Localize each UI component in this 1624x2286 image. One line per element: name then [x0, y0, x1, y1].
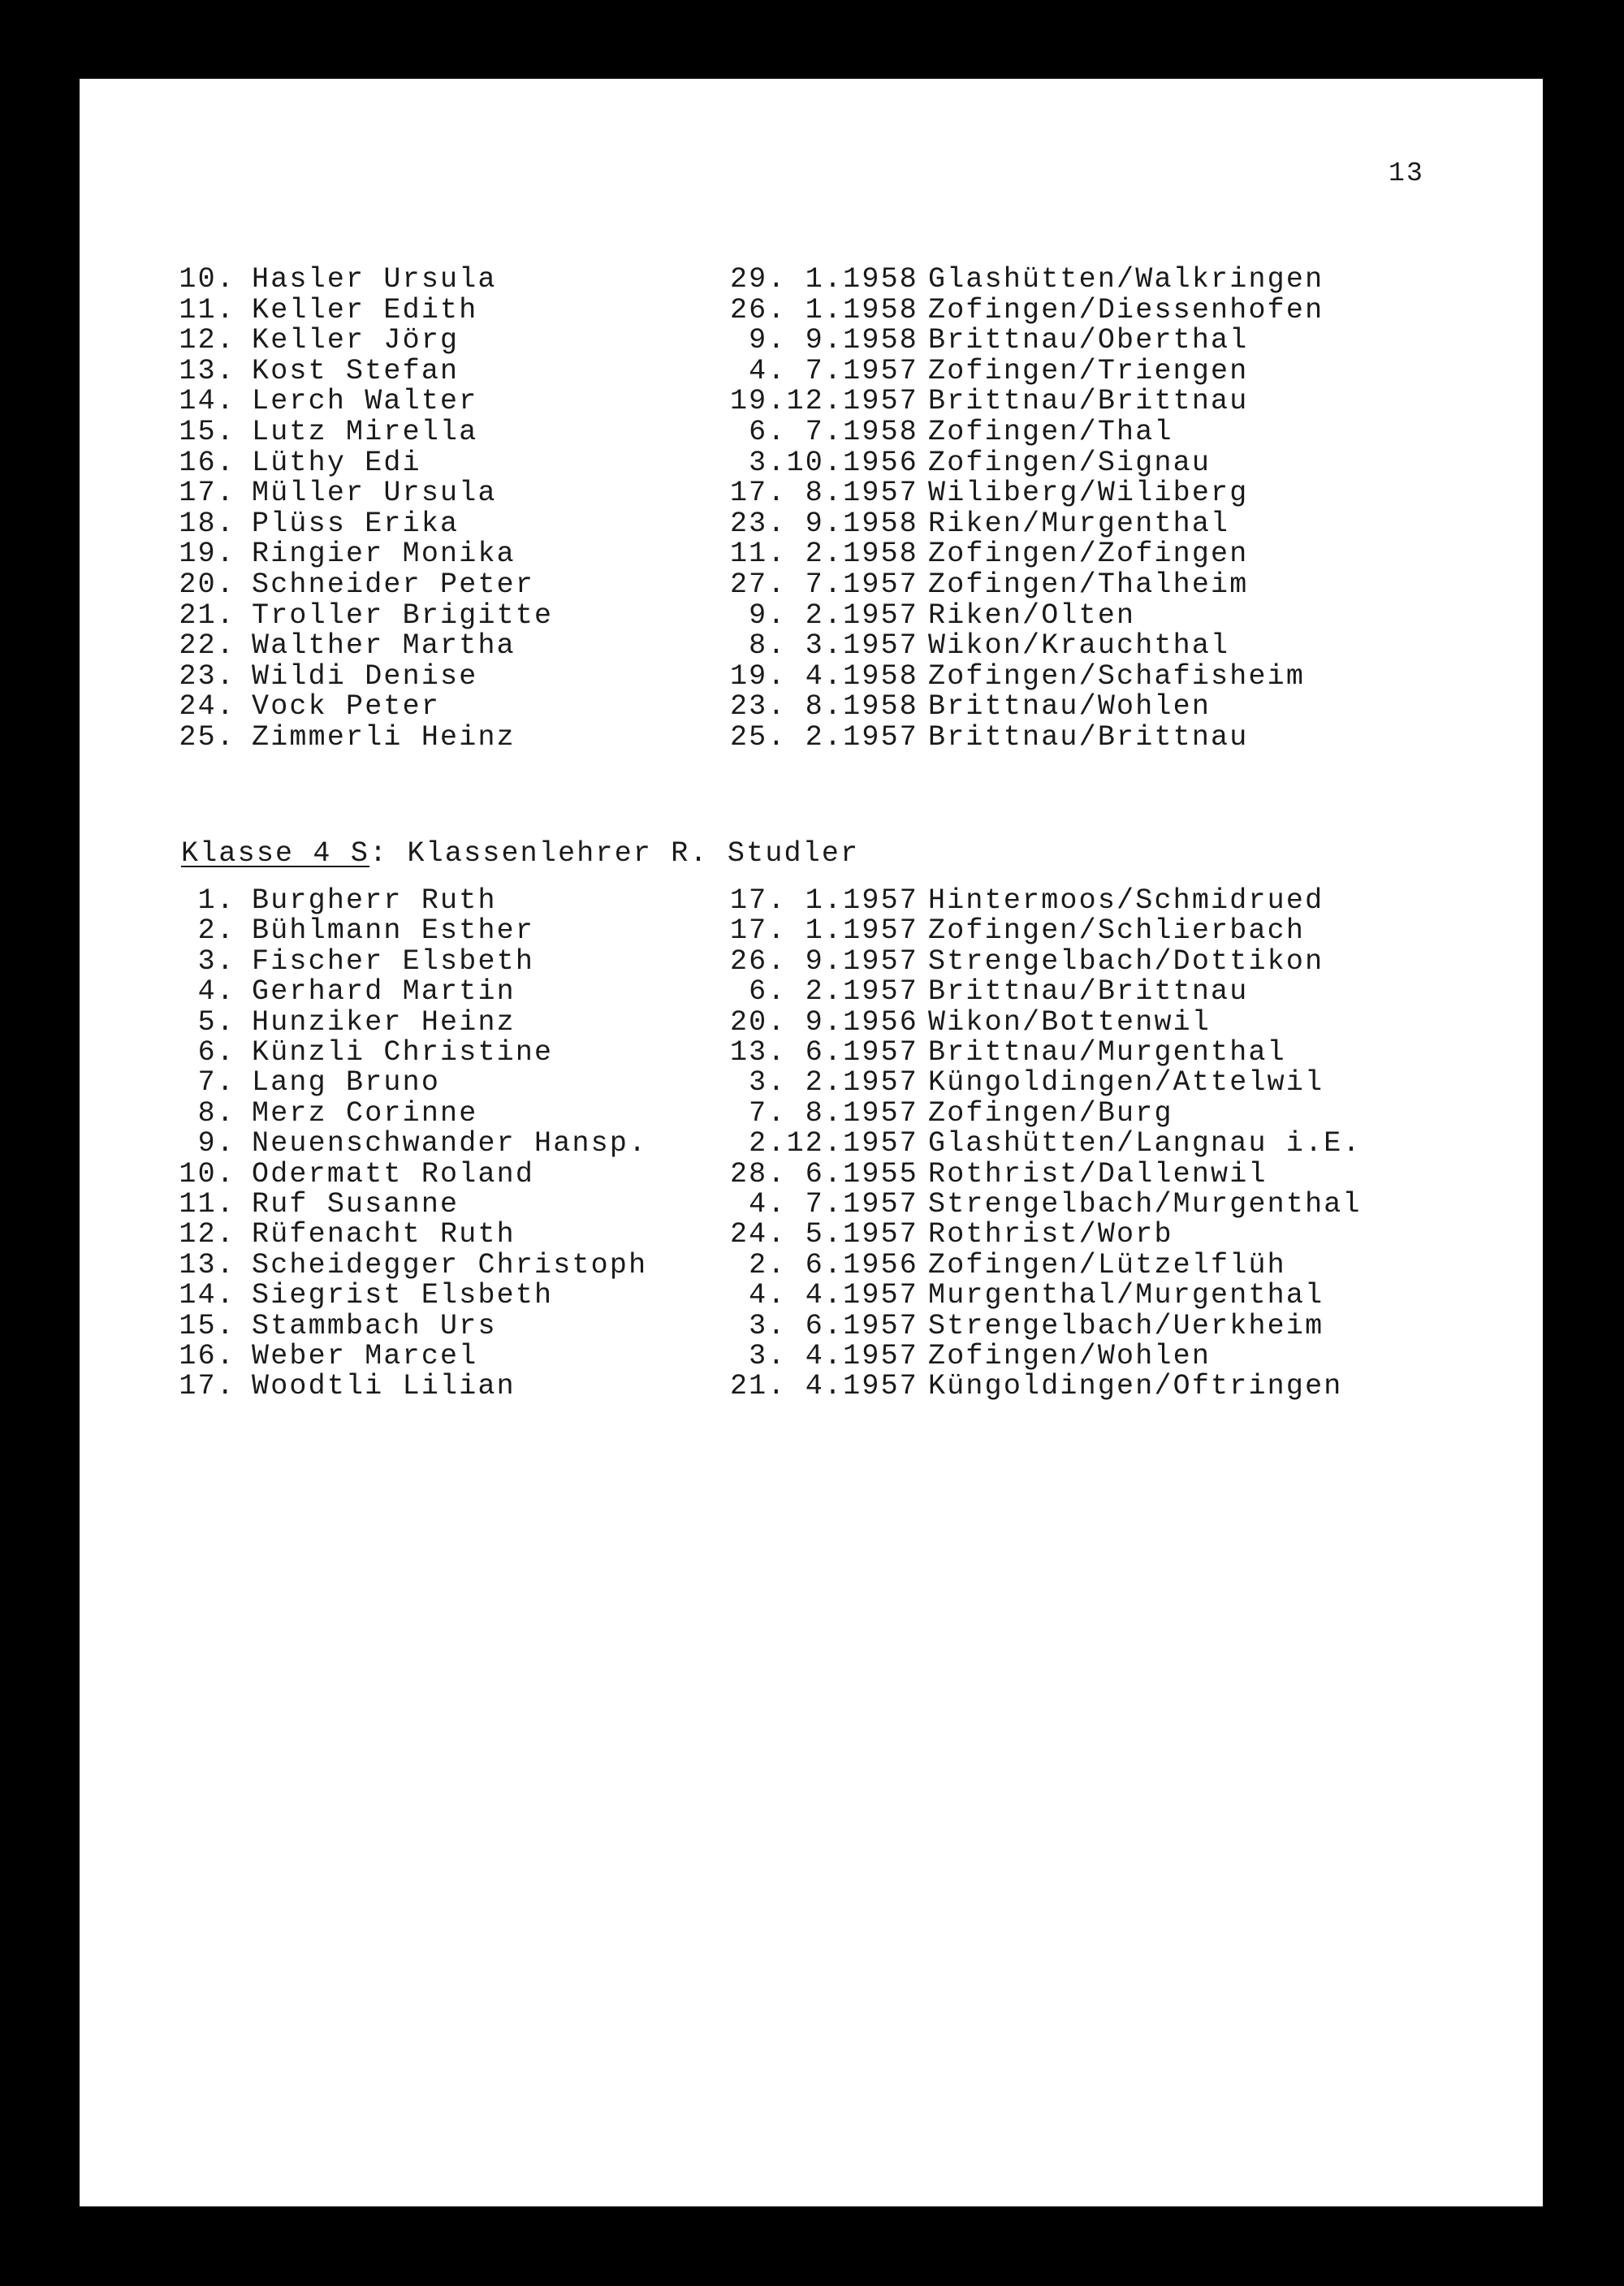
place-of-origin: Zofingen/Thal [928, 416, 1173, 448]
birth-date: 11. 2.1958 [729, 538, 918, 571]
place-of-origin: Zofingen/Zofingen [928, 538, 1249, 571]
student-name: Lutz Mirella [252, 416, 478, 448]
student-name: Hasler Ursula [252, 263, 497, 296]
place-of-origin: Hintermoos/Schmidrued [928, 884, 1324, 917]
place-of-origin: Brittnau/Wohlen [928, 690, 1212, 724]
place-of-origin: Küngoldingen/Oftringen [928, 1370, 1343, 1403]
entry-number: 9. [197, 1127, 235, 1160]
birth-date: 23. 8.1958 [729, 690, 918, 724]
list-row [80, 387, 1543, 417]
place-of-origin: Zofingen/Thalheim [928, 568, 1249, 601]
place-of-origin: Zofingen/Schlierbach [928, 914, 1306, 948]
student-name: Lüthy Edi [252, 446, 421, 479]
list-row [80, 1129, 1543, 1159]
place-of-origin: Brittnau/Brittnau [928, 721, 1249, 754]
entry-number: 22. [179, 629, 235, 663]
place-of-origin: Glashütten/Langnau i.E. [928, 1127, 1362, 1160]
birth-date: 8. 3.1957 [749, 629, 918, 663]
entry-number: 5. [197, 1005, 235, 1039]
place-of-origin: Wikon/Krauchthal [928, 629, 1230, 663]
student-name: Walther Martha [252, 629, 516, 663]
birth-date: 9. 2.1957 [749, 599, 918, 632]
entry-number: 16. [179, 1340, 235, 1372]
place-of-origin: Zofingen/Triengen [928, 354, 1249, 387]
list-row [80, 539, 1543, 569]
place-of-origin: Riken/Murgenthal [928, 507, 1230, 540]
entry-number: 14. [179, 385, 235, 418]
entry-number: 17. [179, 477, 235, 510]
entry-number: 10. [179, 1157, 235, 1191]
place-of-origin: Zofingen/Wohlen [928, 1340, 1212, 1372]
list-row [80, 293, 1543, 326]
entry-number: 23. [179, 659, 235, 693]
entry-number: 11. [179, 293, 235, 326]
entry-number: 1. [197, 884, 235, 917]
entry-number: 21. [179, 599, 235, 632]
list-row [80, 448, 1543, 478]
entry-number: 20. [179, 568, 235, 601]
entry-number: 17. [179, 1370, 235, 1403]
list-row [80, 478, 1543, 508]
list-row [80, 326, 1543, 356]
birth-date: 17. 8.1957 [729, 477, 918, 510]
birth-date: 4. 4.1957 [749, 1279, 918, 1312]
list-row [80, 944, 1543, 978]
student-name: Gerhard Martin [252, 975, 516, 1009]
list-row [80, 1372, 1543, 1402]
student-name: Bühlmann Esther [252, 914, 535, 948]
list-row [80, 1342, 1543, 1372]
entry-number: 19. [179, 538, 235, 571]
place-of-origin: Zofingen/Burg [928, 1096, 1173, 1130]
birth-date: 13. 6.1957 [729, 1036, 918, 1069]
entry-number: 13. [179, 1248, 235, 1281]
place-of-origin: Brittnau/Murgenthal [928, 1036, 1286, 1069]
place-of-origin: Rothrist/Dallenwil [928, 1157, 1268, 1191]
place-of-origin: Wikon/Bottenwil [928, 1005, 1212, 1039]
place-of-origin: Strengelbach/Uerkheim [928, 1309, 1324, 1342]
place-of-origin: Rothrist/Worb [928, 1218, 1173, 1251]
birth-date: 24. 5.1957 [729, 1218, 918, 1251]
student-name: Ringier Monika [252, 538, 516, 571]
student-name: Vock Peter [252, 690, 441, 724]
student-name: Lerch Walter [252, 385, 478, 418]
student-name: Merz Corinne [252, 1096, 478, 1130]
birth-date: 19. 4.1958 [729, 659, 918, 693]
birth-date: 19.12.1957 [729, 385, 918, 418]
birth-date: 27. 7.1957 [729, 568, 918, 601]
entry-number: 15. [179, 1309, 235, 1342]
place-of-origin: Küngoldingen/Attelwil [928, 1066, 1324, 1100]
entry-number: 24. [179, 690, 235, 724]
entry-number: 25. [179, 721, 235, 754]
student-name: Hunziker Heinz [252, 1005, 516, 1039]
entry-number: 12. [179, 1218, 235, 1251]
birth-date: 17. 1.1957 [729, 914, 918, 948]
student-name: Keller Jörg [252, 324, 460, 357]
student-name: Rüfenacht Ruth [252, 1218, 516, 1251]
birth-date: 3. 6.1957 [749, 1309, 918, 1342]
entry-number: 18. [179, 507, 235, 540]
list-row [80, 631, 1543, 661]
place-of-origin: Brittnau/Brittnau [928, 385, 1249, 418]
place-of-origin: Zofingen/Lützelflüh [928, 1248, 1286, 1281]
list-row [80, 509, 1543, 539]
entry-number: 14. [179, 1279, 235, 1312]
student-name: Weber Marcel [252, 1340, 478, 1372]
student-name: Lang Bruno [252, 1066, 441, 1100]
page-number: 13 [1389, 158, 1425, 188]
student-name: Woodtli Lilian [252, 1370, 516, 1403]
student-name: Kost Stefan [252, 354, 460, 387]
birth-date: 17. 1.1957 [729, 884, 918, 917]
place-of-origin: Glashütten/Walkringen [928, 263, 1324, 296]
list-row [80, 1005, 1543, 1039]
place-of-origin: Zofingen/Diessenhofen [928, 293, 1324, 326]
student-name: Wildi Denise [252, 659, 478, 693]
student-name: Keller Edith [252, 293, 478, 326]
birth-date: 20. 9.1956 [729, 1005, 918, 1039]
student-name: Ruf Susanne [252, 1188, 460, 1221]
birth-date: 29. 1.1958 [729, 263, 918, 296]
list-row [80, 1157, 1543, 1191]
student-name: Scheidegger Christoph [252, 1248, 648, 1281]
birth-date: 25. 2.1957 [729, 721, 918, 754]
place-of-origin: Zofingen/Signau [928, 446, 1212, 479]
birth-date: 4. 7.1957 [749, 354, 918, 387]
list-row [80, 1309, 1543, 1342]
student-name: Zimmerli Heinz [252, 721, 516, 754]
list-row [80, 977, 1543, 1007]
entry-number: 8. [197, 1096, 235, 1130]
birth-date: 26. 1.1958 [729, 293, 918, 326]
list-row [80, 1096, 1543, 1130]
entry-number: 16. [179, 446, 235, 479]
place-of-origin: Riken/Olten [928, 599, 1136, 632]
list-row [80, 1248, 1543, 1281]
list-row [80, 1068, 1543, 1098]
student-name: Neuenschwander Hansp. [252, 1127, 648, 1160]
birth-date: 21. 4.1957 [729, 1370, 918, 1403]
entry-number: 15. [179, 416, 235, 448]
student-name: Odermatt Roland [252, 1157, 535, 1191]
entry-number: 13. [179, 354, 235, 387]
class-label: Klasse 4 S [181, 837, 370, 870]
list-row [80, 601, 1543, 631]
entry-number: 7. [197, 1066, 235, 1100]
student-name: Fischer Elsbeth [252, 944, 535, 978]
list-row [80, 354, 1543, 387]
birth-date: 28. 6.1955 [729, 1157, 918, 1191]
entry-number: 4. [197, 975, 235, 1009]
section-heading [181, 839, 859, 869]
list-row [80, 1281, 1543, 1311]
place-of-origin: Wiliberg/Wiliberg [928, 477, 1249, 510]
student-name: Burgherr Ruth [252, 884, 497, 917]
birth-date: 2.12.1957 [749, 1127, 918, 1160]
teacher-label: : Klassenlehrer R. Studler [369, 837, 860, 870]
place-of-origin: Brittnau/Brittnau [928, 975, 1249, 1009]
document-page [80, 79, 1543, 2206]
birth-date: 4. 7.1957 [749, 1188, 918, 1221]
birth-date: 7. 8.1957 [749, 1096, 918, 1130]
birth-date: 2. 6.1956 [749, 1248, 918, 1281]
birth-date: 23. 9.1958 [729, 507, 918, 540]
entry-number: 10. [179, 263, 235, 296]
student-name: Siegrist Elsbeth [252, 1279, 554, 1312]
list-row [80, 1220, 1543, 1250]
list-row [80, 886, 1543, 916]
list-row [80, 659, 1543, 693]
list-row [80, 265, 1543, 295]
birth-date: 6. 2.1957 [749, 975, 918, 1009]
place-of-origin: Strengelbach/Dottikon [928, 944, 1324, 978]
student-name: Stammbach Urs [252, 1309, 497, 1342]
place-of-origin: Brittnau/Oberthal [928, 324, 1249, 357]
place-of-origin: Murgenthal/Murgenthal [928, 1279, 1324, 1312]
birth-date: 3. 4.1957 [749, 1340, 918, 1372]
birth-date: 9. 9.1958 [749, 324, 918, 357]
list-row [80, 916, 1543, 946]
entry-number: 6. [197, 1036, 235, 1069]
list-row [80, 1038, 1543, 1068]
student-name: Troller Brigitte [252, 599, 554, 632]
birth-date: 3. 2.1957 [749, 1066, 918, 1100]
birth-date: 3.10.1956 [749, 446, 918, 479]
place-of-origin: Strengelbach/Murgenthal [928, 1188, 1362, 1221]
student-name: Künzli Christine [252, 1036, 554, 1069]
list-row [80, 723, 1543, 753]
list-row [80, 692, 1543, 722]
entry-number: 11. [179, 1188, 235, 1221]
student-name: Schneider Peter [252, 568, 535, 601]
student-name: Müller Ursula [252, 477, 497, 510]
birth-date: 26. 9.1957 [729, 944, 918, 978]
entry-number: 12. [179, 324, 235, 357]
birth-date: 6. 7.1958 [749, 416, 918, 448]
list-row [80, 417, 1543, 447]
place-of-origin: Zofingen/Schafisheim [928, 659, 1306, 693]
list-row [80, 1190, 1543, 1220]
student-name: Plüss Erika [252, 507, 460, 540]
entry-number: 3. [197, 944, 235, 978]
entry-number: 2. [197, 914, 235, 948]
list-row [80, 570, 1543, 600]
